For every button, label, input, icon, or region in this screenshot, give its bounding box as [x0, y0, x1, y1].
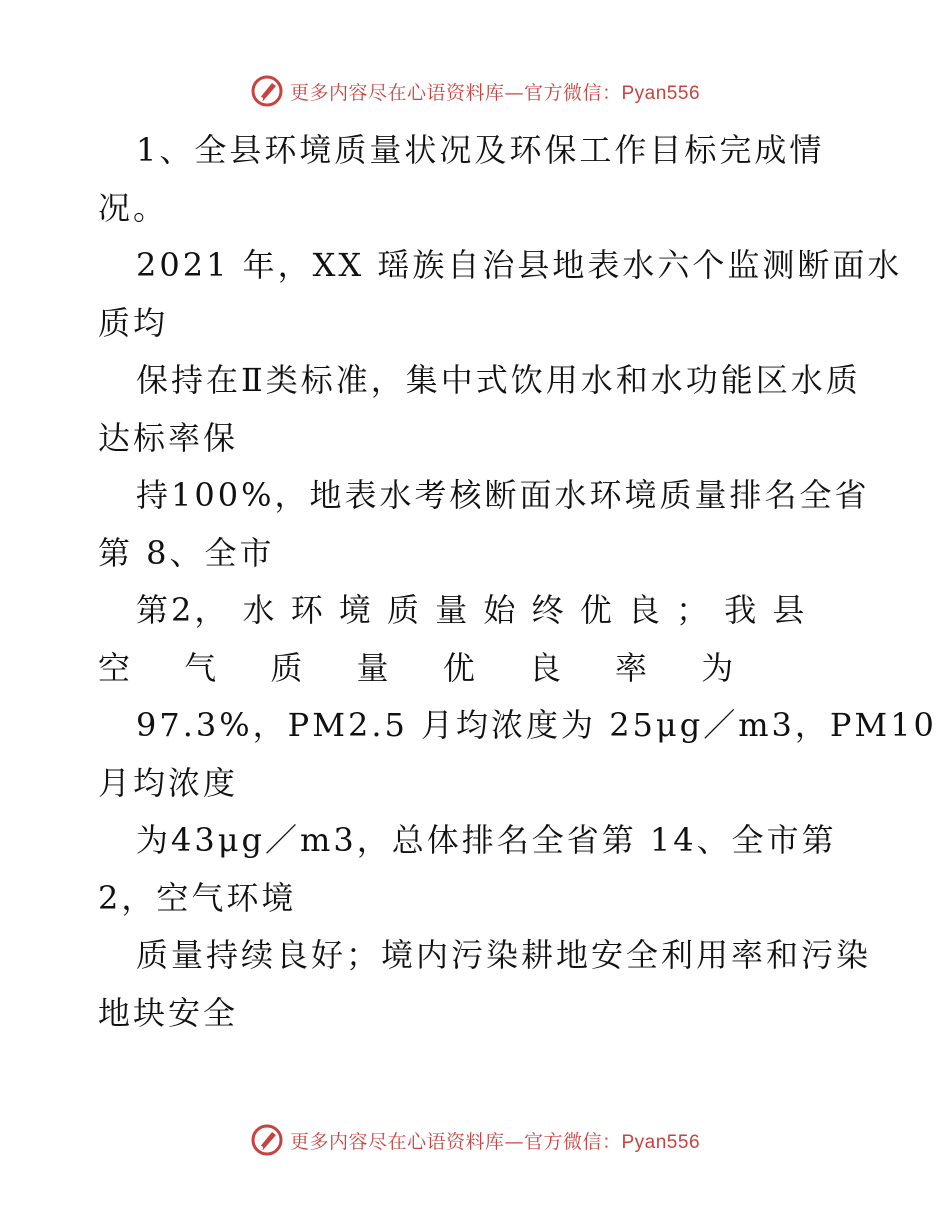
body-line: 质均: [98, 303, 169, 342]
body-line: 地块安全: [98, 993, 239, 1032]
body-line: 第2， 水 环 境 质 量 始 终 优 良 ； 我 县: [136, 591, 808, 629]
quill-pen-logo-icon: [250, 74, 284, 108]
body-line: 1、全县环境质量状况及环保工作目标完成情: [136, 131, 825, 169]
body-line: 月均浓度: [98, 763, 239, 802]
header-watermark-id: Pyan556: [621, 82, 701, 104]
body-line: 况。: [98, 188, 169, 227]
body-line: 第 8、全市: [98, 533, 275, 572]
body-line: 空 气 质 量 优 良 率 为: [98, 648, 756, 687]
body-line: 97.3%，PM2.5 月均浓度为 25μg／m3，PM10: [136, 706, 937, 744]
header-watermark-text: 更多内容尽在心语资料库—官方微信：: [289, 81, 622, 104]
body-line: 质量持续良好；境内污染耕地安全利用率和污染: [136, 936, 872, 974]
body-line: 持100%，地表水考核断面水环境质量排名全省: [136, 476, 870, 514]
footer-watermark: [0, 1120, 950, 1160]
body-line: 2，空气环境: [98, 878, 297, 917]
document-body: [98, 122, 937, 1042]
header-watermark: [0, 71, 950, 111]
body-line: 保持在Ⅱ类标准，集中式饮用水和水功能区水质: [136, 361, 861, 399]
footer-watermark-id: Pyan556: [621, 1131, 701, 1153]
body-line: 为43μg／m3，总体排名全省第 14、全市第: [136, 821, 837, 859]
quill-pen-logo-icon: [250, 1123, 284, 1157]
footer-watermark-text: 更多内容尽在心语资料库—官方微信：: [289, 1130, 622, 1153]
body-line: 2021 年，XX 瑶族自治县地表水六个监测断面水: [136, 246, 903, 284]
body-line: 达标率保: [98, 418, 239, 457]
